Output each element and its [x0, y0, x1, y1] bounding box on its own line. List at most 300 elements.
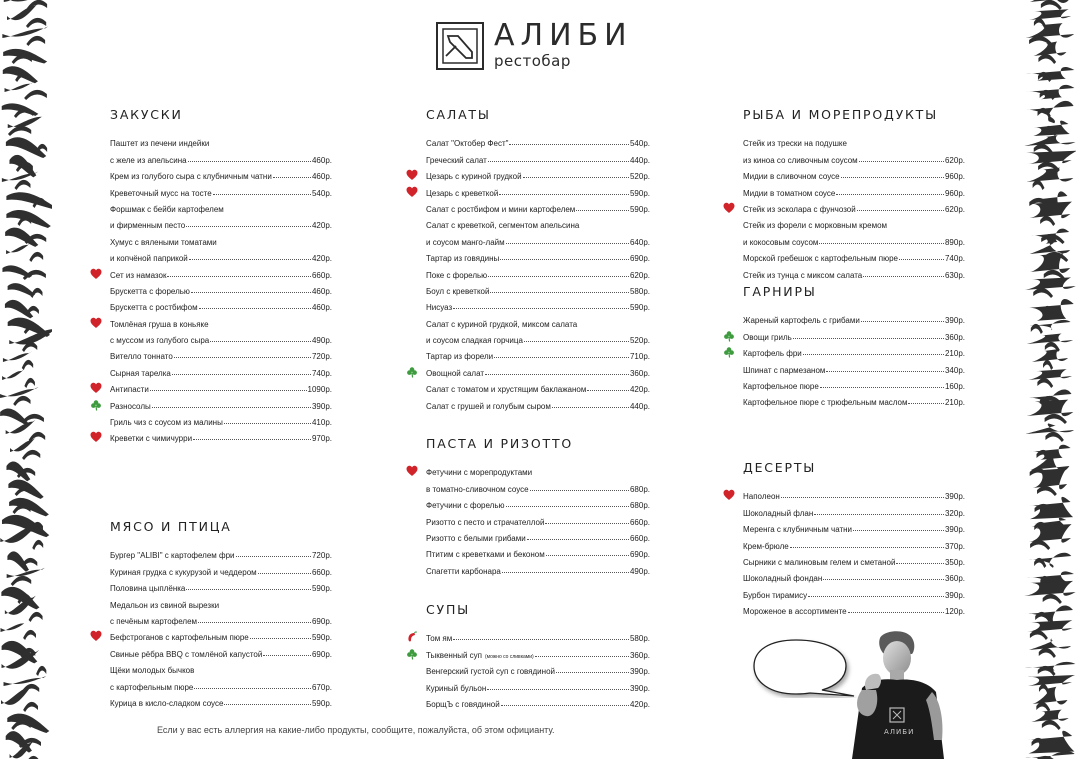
menu-item	[110, 378, 332, 394]
menu-item-name: Сет из намазок	[110, 270, 167, 280]
menu-item	[110, 692, 332, 708]
menu-item-price: 460р.	[311, 303, 332, 313]
menu-item-price: 590р.	[311, 633, 332, 643]
menu-item	[110, 626, 332, 642]
section-pasta	[426, 436, 650, 576]
menu-item-name: Брускетта с ростбифом	[110, 303, 198, 313]
section-ryba	[743, 107, 965, 280]
leader-dots	[896, 563, 944, 564]
menu-item	[426, 676, 650, 692]
menu-item-name: Бефстроганов с картофельным пюре	[110, 633, 249, 643]
menu-item-name: с картофельным пюре	[110, 682, 194, 692]
section-title: САЛАТЫ	[426, 107, 491, 122]
leader-dots	[485, 374, 629, 375]
leader-dots	[186, 589, 311, 590]
leader-dots	[193, 439, 311, 440]
menu-item-name: Стейк из эсколара с фунчозой	[743, 204, 856, 214]
leader-dots	[194, 688, 311, 689]
section-myaso	[110, 519, 332, 708]
menu-item-name: Шоколадный фондан	[743, 574, 823, 584]
menu-item-price: 440р.	[629, 155, 650, 165]
leader-dots	[500, 259, 629, 260]
leader-dots	[530, 490, 629, 491]
leader-dots	[823, 579, 944, 580]
menu-item-price: 160р.	[944, 381, 965, 391]
menu-item-name: Салат с грушей и голубым сыром	[426, 401, 551, 411]
menu-item-price: 520р.	[629, 172, 650, 182]
menu-item	[743, 534, 965, 550]
menu-item-price: 360р.	[944, 574, 965, 584]
menu-item-price: 640р.	[629, 237, 650, 247]
menu-item-name: Морской гребешок с картофельным пюре	[743, 254, 899, 264]
menu-item-name: Картофельное пюре с трюфельным маслом	[743, 398, 908, 408]
menu-item-name: Наполеон	[743, 492, 780, 502]
leader-dots	[803, 354, 944, 355]
section-zakuski	[110, 107, 332, 443]
leader-dots	[487, 689, 629, 690]
heart-icon	[723, 202, 735, 214]
menu-item	[110, 296, 332, 312]
menu-item-price: 490р.	[311, 336, 332, 346]
menu-item-name: Шоколадный флан	[743, 508, 814, 518]
menu-item-name: Спагетти карбонара	[426, 566, 501, 576]
menu-item	[110, 427, 332, 443]
leader-dots	[841, 177, 944, 178]
menu-item-name: и соусом сладкая горчица	[426, 336, 523, 346]
menu-item	[110, 642, 332, 658]
leader-dots	[174, 357, 311, 358]
allergy-footnote: Если у вас есть аллергия на какие-либо продукты, сообщите, пожалуйста, об этом официанту.	[157, 725, 555, 735]
menu-item	[426, 627, 650, 643]
menu-item-name: Стейк из форели с морковным кремом	[743, 221, 888, 231]
menu-item-name: Курица в кисло-сладком соусе	[110, 698, 224, 708]
section-salaty	[426, 107, 650, 411]
menu-item-price: 420р.	[629, 385, 650, 395]
leader-dots	[848, 612, 944, 613]
menu-item-name: Цезарь с куриной грудкой	[426, 172, 522, 182]
menu-item	[743, 309, 965, 325]
menu-item	[426, 461, 650, 477]
menu-item-price: 210р.	[944, 398, 965, 408]
menu-item-name: Венгерский густой суп с говядиной	[426, 667, 555, 677]
menu-item	[743, 132, 965, 148]
tribal-border-right	[1024, 0, 1076, 759]
menu-item-name: Том ям	[426, 634, 453, 644]
mascot-figure	[840, 630, 950, 759]
leader-dots	[150, 390, 307, 391]
leader-dots	[224, 423, 311, 424]
menu-item	[743, 181, 965, 197]
menu-item-price: 720р.	[311, 352, 332, 362]
menu-item-price: 680р.	[629, 484, 650, 494]
menu-item-name: Креветки с чимичурри	[110, 434, 193, 444]
menu-item-price: 210р.	[944, 349, 965, 359]
menu-item-price: 120р.	[944, 607, 965, 617]
menu-item	[426, 312, 650, 328]
menu-item	[743, 567, 965, 583]
menu-item-name: в томатно-сливочном соусе	[426, 484, 529, 494]
leader-dots	[494, 357, 629, 358]
leader-dots	[793, 338, 944, 339]
menu-item	[743, 391, 965, 407]
menu-item	[426, 214, 650, 230]
brand-name: АЛИБИ	[494, 18, 633, 53]
menu-item-name: Тартар из форели	[426, 352, 494, 362]
menu-item-name: Томлёная груша в коньяке	[110, 319, 209, 329]
leader-dots	[814, 514, 944, 515]
menu-item	[110, 659, 332, 675]
heart-icon	[406, 169, 418, 181]
section-title: РЫБА И МОРЕПРОДУКТЫ	[743, 107, 938, 122]
leader-dots	[263, 655, 311, 656]
leader-dots	[250, 638, 311, 639]
menu-item-name: Мидии в сливочном соусе	[743, 172, 840, 182]
leader-dots	[502, 572, 629, 573]
menu-item	[426, 543, 650, 559]
menu-item-price: 320р.	[944, 508, 965, 518]
menu-item-name: Картофельное пюре	[743, 381, 819, 391]
menu-item-price: 890р.	[944, 237, 965, 247]
menu-item	[110, 280, 332, 296]
menu-item	[426, 510, 650, 526]
menu-item-name: Стейк из тунца с миксом салата	[743, 270, 863, 280]
menu-item	[110, 165, 332, 181]
section-title: СУПЫ	[426, 602, 470, 617]
clover-icon	[406, 648, 418, 660]
menu-item	[743, 230, 965, 246]
menu-item-name: Разносолы	[110, 401, 151, 411]
menu-item-price: 620р.	[629, 270, 650, 280]
menu-item-name: и фирменным песто	[110, 221, 186, 231]
section-supy	[426, 602, 650, 709]
menu-item-name: и кокосовым соусом	[743, 237, 819, 247]
menu-item-name: Жареный картофель с грибами	[743, 316, 860, 326]
menu-item	[110, 247, 332, 263]
menu-item-price: 420р.	[629, 699, 650, 709]
menu-item	[426, 329, 650, 345]
menu-item-name: Ризотто с белыми грибами	[426, 533, 526, 543]
restaurant-logo	[436, 18, 646, 72]
leader-dots	[509, 144, 629, 145]
menu-item-price: 350р.	[944, 557, 965, 567]
leader-dots	[499, 194, 629, 195]
menu-item-price: 390р.	[944, 590, 965, 600]
menu-item-name: Шпинат с пармезаном	[743, 365, 826, 375]
menu-item	[426, 181, 650, 197]
menu-item	[110, 675, 332, 691]
clover-icon	[406, 366, 418, 378]
section-title: ГАРНИРЫ	[743, 284, 817, 299]
menu-item	[110, 411, 332, 427]
heart-icon	[406, 186, 418, 198]
menu-item	[426, 361, 650, 377]
menu-item-name: и соусом манго-лайм	[426, 237, 505, 247]
leader-dots	[488, 161, 629, 162]
menu-item-name: Куриный бульон	[426, 683, 487, 693]
menu-item	[426, 394, 650, 410]
menu-item-name: Фетучини с форелью	[426, 501, 505, 511]
menu-item	[110, 132, 332, 148]
menu-item-name: Салат с куриной грудкой, миксом салата	[426, 319, 578, 329]
menu-item	[110, 214, 332, 230]
menu-item-name: Брускетта с форелью	[110, 286, 190, 296]
leader-dots	[790, 547, 944, 548]
menu-item	[743, 518, 965, 534]
menu-item	[426, 378, 650, 394]
menu-item	[110, 181, 332, 197]
leader-dots	[524, 341, 629, 342]
menu-item	[110, 610, 332, 626]
leader-dots	[172, 374, 311, 375]
leader-dots	[863, 276, 944, 277]
leader-dots	[857, 210, 944, 211]
menu-item-name: Овощи гриль	[743, 332, 792, 342]
leader-dots	[576, 210, 629, 211]
logo-emblem-icon	[436, 22, 484, 70]
leader-dots	[861, 321, 944, 322]
menu-item-name: Салат с креветкой, сегментом апельсина	[426, 221, 580, 231]
section-title: ДЕСЕРТЫ	[743, 460, 817, 475]
menu-item-name: Свиные рёбра BBQ с томлёной капустой	[110, 649, 263, 659]
menu-item-name: Тыквенный суп	[426, 650, 483, 660]
menu-item	[426, 660, 650, 676]
menu-item-name: Поке с форелью	[426, 270, 488, 280]
menu-item-name: Фетучини с морепродуктами	[426, 468, 533, 478]
leader-dots	[545, 523, 629, 524]
menu-item	[426, 477, 650, 493]
menu-item-price: 340р.	[944, 365, 965, 375]
menu-item-name: Птитим с креветками и беконом	[426, 550, 545, 560]
menu-item-price: 390р.	[311, 401, 332, 411]
menu-item-price: 960р.	[944, 172, 965, 182]
menu-item	[110, 198, 332, 214]
menu-item-name: Цезарь с креветкой	[426, 188, 499, 198]
menu-item-name: Бургер "ALIBI" с картофелем фри	[110, 551, 235, 561]
menu-item-name: Стейк из трески на подушке	[743, 139, 847, 149]
menu-item-name: Ризотто с песто и страчателлой	[426, 517, 545, 527]
menu-item-price: 680р.	[629, 501, 650, 511]
menu-item-price: 390р.	[944, 492, 965, 502]
menu-item-name: Греческий салат	[426, 155, 487, 165]
menu-item	[426, 230, 650, 246]
menu-item	[426, 559, 650, 575]
menu-item-price: 420р.	[311, 254, 332, 264]
menu-item	[426, 165, 650, 181]
section-title: ЗАКУСКИ	[110, 107, 183, 122]
menu-item	[110, 148, 332, 164]
leader-dots	[488, 276, 629, 277]
menu-item-price: 590р.	[311, 698, 332, 708]
menu-item	[426, 296, 650, 312]
menu-item-price: 360р.	[629, 368, 650, 378]
menu-item-price: 590р.	[311, 584, 332, 594]
section-title: ПАСТА И РИЗОТТО	[426, 436, 574, 451]
menu-item-name: Щёки молодых бычков	[110, 666, 195, 676]
menu-item-name: БорщЪ с говядиной	[426, 699, 500, 709]
menu-item-name: Нисуаз	[426, 303, 453, 313]
menu-item-name: Креветочный мусс на тосте	[110, 188, 212, 198]
menu-item-price: 660р.	[629, 517, 650, 527]
menu-item	[110, 263, 332, 279]
menu-item-price: 1090р.	[307, 385, 332, 395]
menu-item	[743, 263, 965, 279]
menu-item-name: Форшмак с бейби картофелем	[110, 204, 224, 214]
menu-item-name: Мидии в томатном соусе	[743, 188, 836, 198]
heart-icon	[723, 489, 735, 501]
menu-item-price: 390р.	[944, 525, 965, 535]
menu-item-name: с муссом из голубого сыра	[110, 336, 210, 346]
menu-item-name: Боул с креветкой	[426, 286, 490, 296]
leader-dots	[191, 292, 311, 293]
menu-item	[743, 485, 965, 501]
menu-item-price: 540р.	[629, 139, 650, 149]
heart-icon	[90, 268, 102, 280]
menu-item	[426, 345, 650, 361]
menu-item-name: из киноа со сливочным соусом	[743, 155, 858, 165]
leader-dots	[189, 259, 311, 260]
section-garniry	[743, 284, 965, 407]
leader-dots	[556, 672, 629, 673]
menu-item-price: 390р.	[629, 667, 650, 677]
menu-item	[110, 560, 332, 576]
menu-item-name: Хумус с вялеными томатами	[110, 237, 217, 247]
menu-item	[110, 329, 332, 345]
menu-item-price: 690р.	[629, 254, 650, 264]
leader-dots	[826, 371, 944, 372]
menu-item	[426, 263, 650, 279]
leader-dots	[186, 226, 311, 227]
menu-item-price: 630р.	[944, 270, 965, 280]
menu-item	[426, 280, 650, 296]
menu-item	[426, 132, 650, 148]
menu-item-name: Салат с ростбифом и мини картофелем	[426, 204, 576, 214]
menu-item-name: с печёным картофелем	[110, 616, 198, 626]
menu-item-price: 390р.	[629, 683, 650, 693]
menu-item-name: Салат с томатом и хрустящим баклажаном	[426, 385, 587, 395]
menu-item-price: 440р.	[629, 401, 650, 411]
leader-dots	[587, 390, 629, 391]
menu-item-name: Меренга с клубничным чатни	[743, 525, 853, 535]
menu-item	[743, 165, 965, 181]
menu-item	[426, 247, 650, 263]
menu-item-price: 370р.	[944, 541, 965, 551]
leader-dots	[224, 704, 311, 705]
heart-icon	[90, 317, 102, 329]
menu-item-name: Картофель фри	[743, 349, 802, 359]
menu-item-name: Мороженое в ассортименте	[743, 607, 847, 617]
menu-item	[426, 527, 650, 543]
leader-dots	[188, 161, 311, 162]
menu-item-name: Бурбон тирамису	[743, 590, 808, 600]
leader-dots	[501, 705, 629, 706]
menu-item-name: Сырная тарелка	[110, 368, 171, 378]
menu-item-name: Вителло тоннато	[110, 352, 173, 362]
menu-item-name: Гриль чиз с соусом из малины	[110, 418, 223, 428]
clover-icon	[723, 330, 735, 342]
menu-item	[743, 198, 965, 214]
menu-item	[426, 494, 650, 510]
menu-item-price: 740р.	[311, 368, 332, 378]
menu-item-price: 660р.	[311, 567, 332, 577]
menu-item-price: 740р.	[944, 254, 965, 264]
menu-item-price: 420р.	[311, 221, 332, 231]
leader-dots	[167, 276, 311, 277]
menu-item	[743, 501, 965, 517]
menu-item	[110, 230, 332, 246]
menu-item-name: Овощной салат	[426, 368, 485, 378]
menu-item	[743, 247, 965, 263]
menu-item-price: 620р.	[944, 204, 965, 214]
menu-item-price: 590р.	[629, 188, 650, 198]
menu-item	[110, 312, 332, 328]
leader-dots	[198, 622, 311, 623]
menu-item-price: 580р.	[629, 634, 650, 644]
leader-dots	[506, 243, 629, 244]
menu-item-name: Медальон из свиной вырезки	[110, 600, 220, 610]
menu-item-price: 660р.	[311, 270, 332, 280]
menu-item	[426, 198, 650, 214]
menu-item-name: Тартар из говядины	[426, 254, 500, 264]
menu-item-note: (можно со сливками)	[485, 653, 534, 660]
leader-dots	[236, 556, 311, 557]
menu-item-price: 690р.	[311, 616, 332, 626]
leader-dots	[908, 403, 943, 404]
menu-item-price: 960р.	[944, 188, 965, 198]
leader-dots	[535, 656, 629, 657]
leader-dots	[781, 497, 944, 498]
menu-item	[743, 148, 965, 164]
menu-item	[110, 394, 332, 410]
heart-icon	[90, 630, 102, 642]
menu-item-price: 360р.	[944, 332, 965, 342]
svg-text:АЛИБИ: АЛИБИ	[884, 728, 915, 736]
menu-item	[743, 583, 965, 599]
menu-item-name: Крем из голубого сыра с клубничным чатни	[110, 172, 272, 182]
menu-item-name: Паштет из печени индейки	[110, 139, 210, 149]
menu-item-price: 690р.	[629, 550, 650, 560]
menu-item-price: 590р.	[629, 303, 650, 313]
menu-item-name: с желе из апельсина	[110, 155, 187, 165]
menu-item-name: Антипасти	[110, 385, 149, 395]
menu-item	[426, 693, 650, 709]
clover-icon	[723, 346, 735, 358]
brand-subtitle: рестобар	[494, 52, 571, 70]
chili-icon	[406, 631, 418, 643]
menu-item	[110, 345, 332, 361]
heart-icon	[406, 465, 418, 477]
menu-item-price: 460р.	[311, 172, 332, 182]
heart-icon	[90, 431, 102, 443]
menu-item-price: 390р.	[944, 316, 965, 326]
leader-dots	[859, 161, 944, 162]
heart-icon	[90, 382, 102, 394]
leader-dots	[899, 259, 944, 260]
menu-item-price: 710р.	[629, 352, 650, 362]
menu-item	[743, 342, 965, 358]
menu-item	[110, 361, 332, 377]
leader-dots	[546, 555, 629, 556]
menu-item	[743, 600, 965, 616]
menu-item	[110, 544, 332, 560]
menu-item-price: 970р.	[311, 434, 332, 444]
section-deserty	[743, 460, 965, 616]
menu-item-name: Салат "Октобер Фест"	[426, 139, 509, 149]
menu-item	[426, 148, 650, 164]
tribal-border-left	[0, 0, 52, 759]
leader-dots	[819, 243, 944, 244]
menu-item-name: Половина цыплёнка	[110, 584, 186, 594]
menu-item-price: 590р.	[629, 204, 650, 214]
